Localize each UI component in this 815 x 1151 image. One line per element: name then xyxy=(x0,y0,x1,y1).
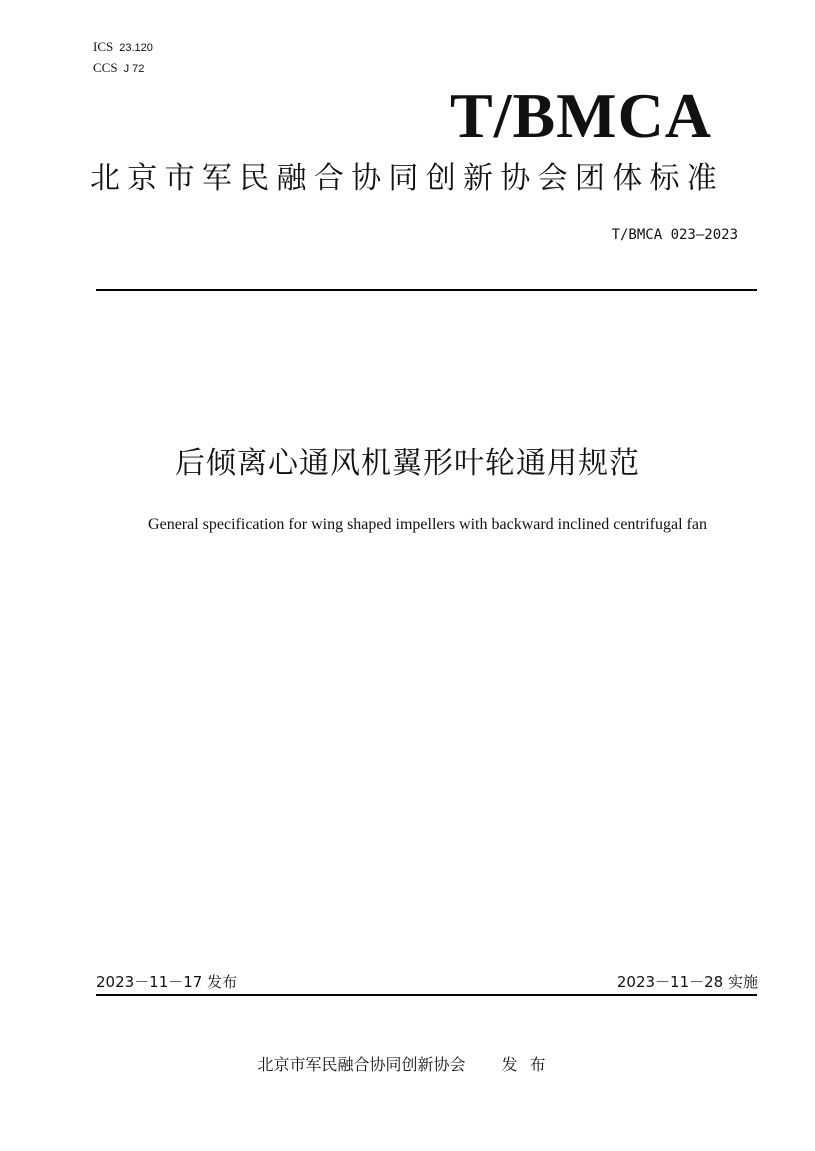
implement-date: 2023－11－28 实施 xyxy=(616,973,758,991)
publisher-name: 北京市军民融合协同创新协会 xyxy=(257,1055,466,1074)
ics-label: ICS xyxy=(93,39,114,54)
ccs-label: CCS xyxy=(93,60,118,75)
ics-code: 23.120 xyxy=(119,42,153,54)
ics-classification xyxy=(93,40,153,55)
header-divider xyxy=(96,289,757,291)
standard-number: T/BMCA 023—2023 xyxy=(611,227,738,243)
document-title-en: General specification for wing shaped impellers with backward inclined centrifugal fan xyxy=(148,516,707,533)
organization-title: 北京市军民融合协同创新协会团体标准 xyxy=(90,161,725,196)
ccs-classification xyxy=(93,61,144,76)
ccs-code: J 72 xyxy=(123,63,145,75)
publish-date: 2023－11－17 发布 xyxy=(96,973,238,991)
publisher-action: 发布 xyxy=(501,1055,558,1074)
standard-brand: T/BMCA xyxy=(450,80,712,151)
footer-divider xyxy=(96,994,757,996)
publisher-line xyxy=(0,1054,815,1076)
document-title-cn: 后倾离心通风机翼形叶轮通用规范 xyxy=(175,446,640,481)
